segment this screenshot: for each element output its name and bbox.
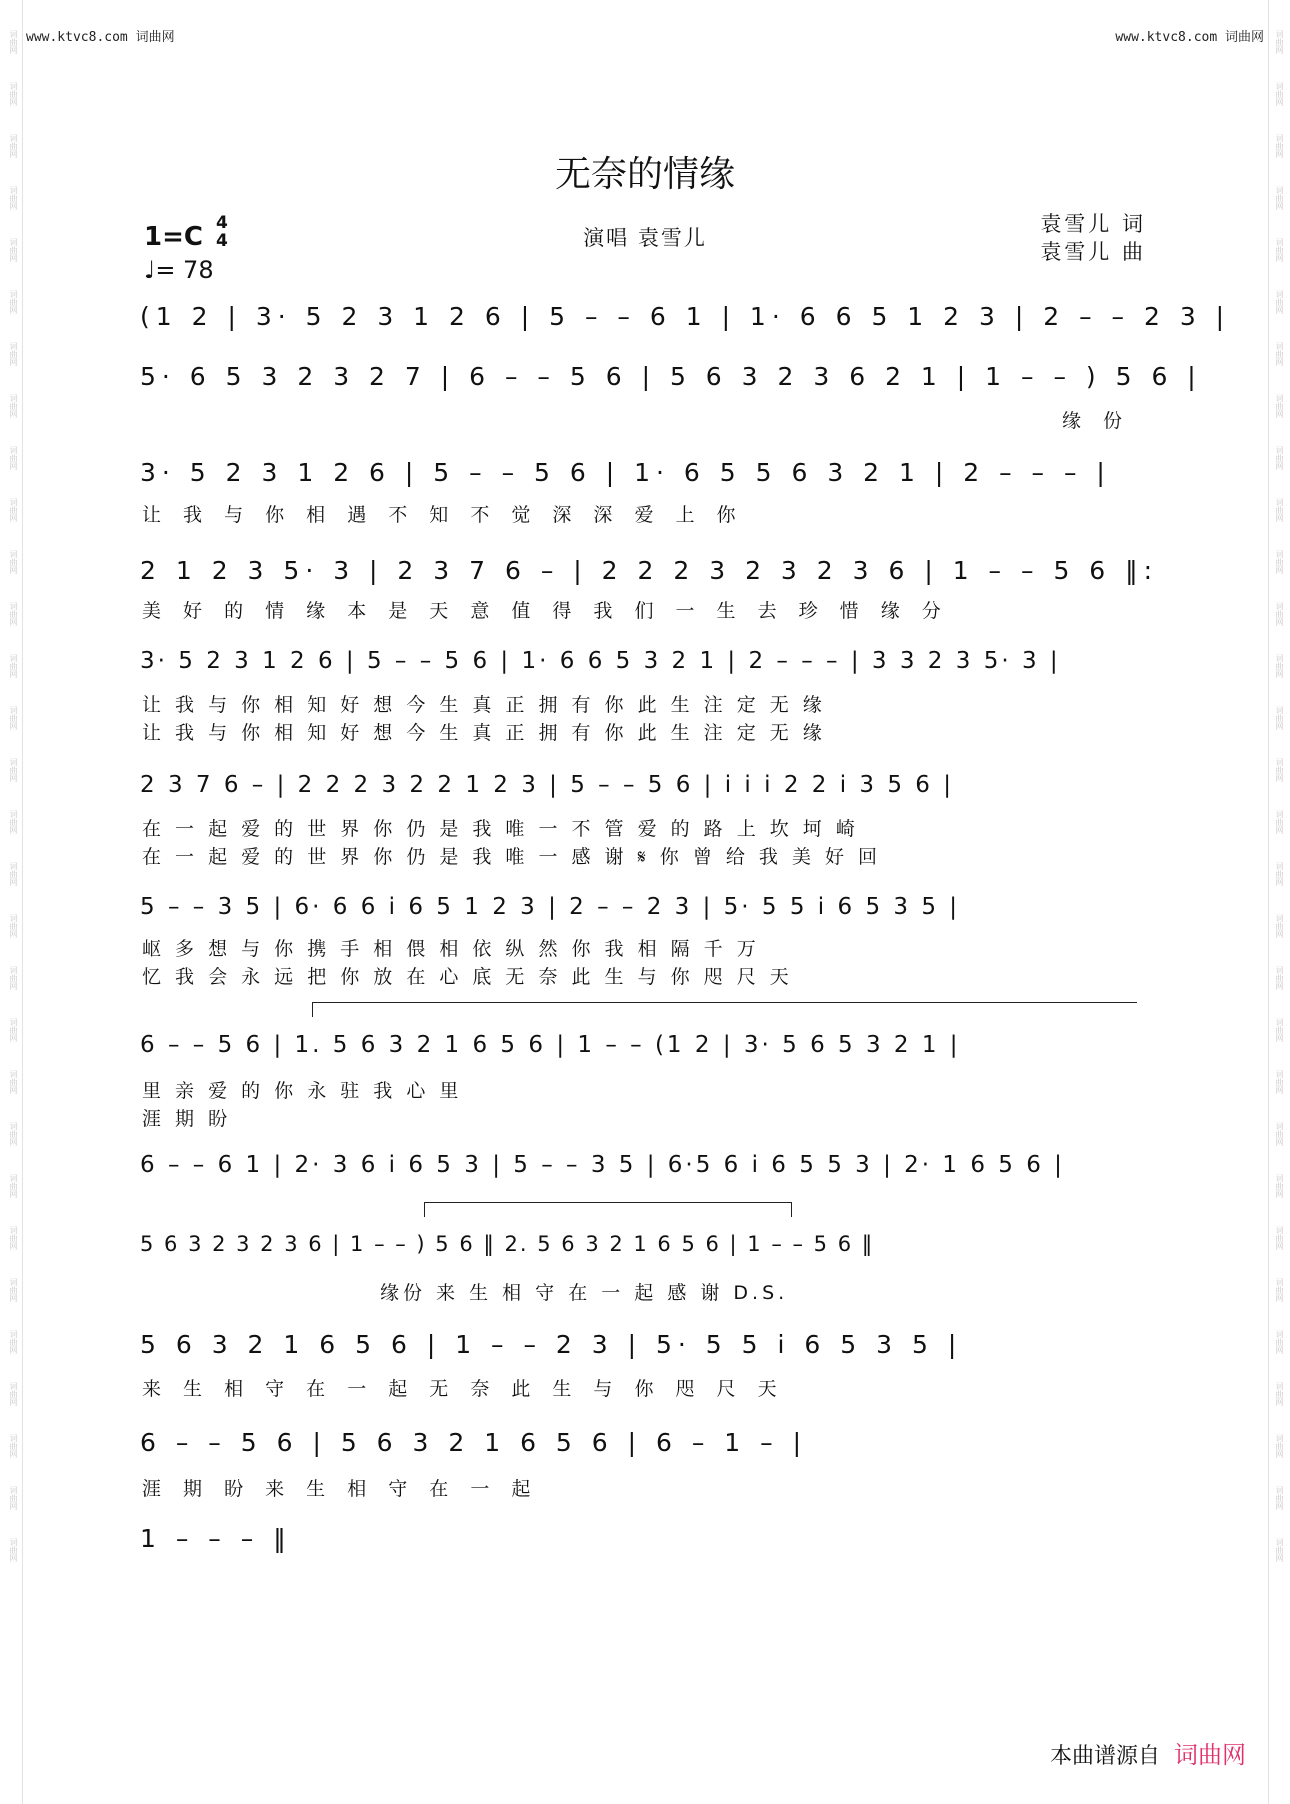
- first-ending-bracket: [312, 1002, 1137, 1017]
- composer-credit: 袁雪儿 曲: [1040, 240, 1146, 264]
- lyric-line: 让 我 与 你 相 知 好 想 今 生 真 正 拥 有 你 此 生 注 定 无 缘: [142, 694, 826, 716]
- notation-line: 3· 5 2 3 1 2 6 | 5 – – 5 6 | 1· 6 6 5 3 2 1 | 2 – – – | 3 3 2 3 5· 3 |: [140, 648, 1061, 674]
- side-watermark: 词曲网: [1275, 290, 1284, 314]
- key-signature: 1=C: [144, 222, 203, 252]
- side-watermark: 词曲网: [9, 1382, 18, 1406]
- footer-source-text: 本曲谱源自: [1049, 1744, 1160, 1769]
- notation-line: 6 – – 5 6 | 5 6 3 2 1 6 5 6 | 6 – 1 – |: [140, 1428, 808, 1457]
- lyric-line: 忆 我 会 永 远 把 你 放 在 心 底 无 奈 此 生 与 你 咫 尺 天: [142, 966, 793, 988]
- side-watermark: 词曲网: [1275, 1486, 1284, 1510]
- notation-line: 2 1 2 3 5· 3 | 2 3 7 6 – | 2 2 2 3 2 3 2 3 6 | 1 – – 5 6 ‖:: [140, 556, 1159, 585]
- tempo-marking: ♩= 78: [144, 256, 214, 284]
- notation-line: 5 – – 3 5 | 6· 6 6 i 6 5 1 2 3 | 2 – – 2 3 | 5· 5 5 i 6 5 3 5 |: [140, 894, 961, 920]
- side-watermark: 词曲网: [1275, 1538, 1284, 1562]
- lyric-line: 在 一 起 爱 的 世 界 你 仍 是 我 唯 一 感 谢 𝄋 你 曾 给 我 美 好 回: [142, 846, 882, 868]
- side-watermark: 词曲网: [1275, 810, 1284, 834]
- side-watermark: 词曲网: [9, 498, 18, 522]
- side-watermark: 词曲网: [1275, 1122, 1284, 1146]
- side-watermark: 词曲网: [9, 30, 18, 54]
- notation-line: 3· 5 2 3 1 2 6 | 5 – – 5 6 | 1· 6 5 5 6 3 2 1 | 2 – – – |: [140, 458, 1111, 487]
- notation-line: 6 – – 6 1 | 2· 3 6 i 6 5 3 | 5 – – 3 5 | 6·5 6 i 6 5 5 3 | 2· 1 6 5 6 |: [140, 1152, 1065, 1178]
- lyric-line: 涯 期 盼: [142, 1108, 232, 1130]
- notation-line: (1 2 | 3· 5 2 3 1 2 6 | 5 – – 6 1 | 1· 6 6 5 1 2 3 | 2 – – 2 3 |: [140, 302, 1231, 331]
- song-title: 无奈的情缘: [554, 154, 735, 195]
- side-watermark: 词曲网: [9, 1018, 18, 1042]
- side-watermark: 词曲网: [1275, 1434, 1284, 1458]
- left-margin-line: [22, 0, 23, 1804]
- side-watermark: 词曲网: [9, 1330, 18, 1354]
- lyric-line: 让 我 与 你 相 知 好 想 今 生 真 正 拥 有 你 此 生 注 定 无 缘: [142, 722, 826, 744]
- notation-line: 6 – – 5 6 | 1. 5 6 3 2 1 6 5 6 | 1 – – (1 2 | 3· 5 6 5 3 2 1 |: [140, 1032, 961, 1058]
- footer-source: [1050, 1735, 1246, 1770]
- side-watermark: 词曲网: [1275, 342, 1284, 366]
- second-ending-bracket: [424, 1202, 792, 1217]
- lyric-line: 岖 多 想 与 你 携 手 相 偎 相 依 纵 然 你 我 相 隔 千 万: [142, 938, 760, 960]
- side-watermark: 词曲网: [1275, 706, 1284, 730]
- side-watermark: 词曲网: [9, 1434, 18, 1458]
- notation-line: 5 6 3 2 1 6 5 6 | 1 – – 2 3 | 5· 5 5 i 6 5 3 5 |: [140, 1330, 963, 1359]
- time-signature-bottom: 4: [216, 231, 228, 251]
- side-watermark: 词曲网: [1275, 654, 1284, 678]
- side-watermark: 词曲网: [9, 290, 18, 314]
- side-watermark: 词曲网: [1275, 1018, 1284, 1042]
- side-watermark: 词曲网: [9, 654, 18, 678]
- site-url-right: www.ktvc8.com 词曲网: [1115, 30, 1264, 45]
- side-watermark: 词曲网: [9, 134, 18, 158]
- side-watermark: 词曲网: [1275, 1226, 1284, 1250]
- lyric-line: 涯 期 盼 来 生 相 守 在 一 起: [142, 1478, 539, 1500]
- side-watermark: 词曲网: [9, 394, 18, 418]
- side-watermark: 词曲网: [9, 810, 18, 834]
- notation-line: 2 3 7 6 – | 2 2 2 3 2 2 1 2 3 | 5 – – 5 6 | i i i 2 2 i 3 5 6 |: [140, 772, 954, 798]
- side-watermark: 词曲网: [9, 238, 18, 262]
- side-watermark: 词曲网: [1275, 446, 1284, 470]
- side-watermark: 词曲网: [1275, 30, 1284, 54]
- time-signature-top: 4: [216, 213, 228, 233]
- side-watermark: 词曲网: [1275, 914, 1284, 938]
- side-watermark: 词曲网: [9, 1486, 18, 1510]
- lyric-line: 缘 份: [1061, 410, 1130, 432]
- side-watermark: 词曲网: [1275, 186, 1284, 210]
- side-watermark: 词曲网: [9, 758, 18, 782]
- right-watermark-strip: [1272, 30, 1284, 1562]
- side-watermark: 词曲网: [1275, 758, 1284, 782]
- side-watermark: 词曲网: [9, 966, 18, 990]
- lyric-line: 在 一 起 爱 的 世 界 你 仍 是 我 唯 一 不 管 爱 的 路 上 坎 坷 崎: [142, 818, 859, 840]
- side-watermark: 词曲网: [9, 1070, 18, 1094]
- notation-line: 5· 6 5 3 2 3 2 7 | 6 – – 5 6 | 5 6 3 2 3 6 2 1 | 1 – – ) 5 6 |: [140, 362, 1202, 391]
- side-watermark: 词曲网: [1275, 550, 1284, 574]
- side-watermark: 词曲网: [9, 82, 18, 106]
- notation-line: 1 – – – ‖: [140, 1524, 292, 1553]
- lyricist-credit: 袁雪儿 词: [1040, 212, 1146, 236]
- lyric-line: 让 我 与 你 相 遇 不 知 不 觉 深 深 爱 上 你: [142, 504, 744, 526]
- side-watermark: 词曲网: [1275, 238, 1284, 262]
- side-watermark: 词曲网: [1275, 498, 1284, 522]
- side-watermark: 词曲网: [9, 342, 18, 366]
- side-watermark: 词曲网: [9, 1278, 18, 1302]
- lyric-line: 里 亲 爱 的 你 永 驻 我 心 里: [142, 1080, 463, 1102]
- side-watermark: 词曲网: [9, 186, 18, 210]
- side-watermark: 词曲网: [9, 862, 18, 886]
- side-watermark: 词曲网: [9, 1226, 18, 1250]
- side-watermark: 词曲网: [1275, 966, 1284, 990]
- left-watermark-strip: [6, 30, 18, 1562]
- side-watermark: 词曲网: [1275, 1070, 1284, 1094]
- side-watermark: 词曲网: [1275, 1278, 1284, 1302]
- side-watermark: 词曲网: [9, 1538, 18, 1562]
- side-watermark: 词曲网: [9, 1122, 18, 1146]
- footer-brand-link[interactable]: 词曲网: [1174, 1741, 1246, 1769]
- singer-credit: 演唱 袁雪儿: [583, 226, 707, 250]
- side-watermark: 词曲网: [1275, 862, 1284, 886]
- site-url-left: www.ktvc8.com 词曲网: [26, 30, 175, 45]
- side-watermark: 词曲网: [1275, 1382, 1284, 1406]
- side-watermark: 词曲网: [1275, 134, 1284, 158]
- side-watermark: 词曲网: [1275, 1330, 1284, 1354]
- notation-line: 5 6 3 2 3 2 3 6 | 1 – – ) 5 6 ‖ 2. 5 6 3 2 1 6 5 6 | 1 – – 5 6 ‖: [140, 1232, 875, 1256]
- lyric-line: 美 好 的 情 缘 本 是 天 意 值 得 我 们 一 生 去 珍 惜 缘 分: [142, 600, 949, 622]
- side-watermark: 词曲网: [9, 602, 18, 626]
- side-watermark: 词曲网: [9, 1174, 18, 1198]
- side-watermark: 词曲网: [1275, 1174, 1284, 1198]
- side-watermark: 词曲网: [9, 914, 18, 938]
- side-watermark: 词曲网: [9, 446, 18, 470]
- side-watermark: 词曲网: [9, 550, 18, 574]
- side-watermark: 词曲网: [1275, 394, 1284, 418]
- side-watermark: 词曲网: [1275, 602, 1284, 626]
- author-credits: [1040, 210, 1146, 266]
- lyric-line: 缘份 来 生 相 守 在 一 起 感 谢 D.S.: [380, 1282, 789, 1304]
- right-margin-line: [1268, 0, 1269, 1804]
- side-watermark: 词曲网: [9, 706, 18, 730]
- lyric-line: 来 生 相 守 在 一 起 无 奈 此 生 与 你 咫 尺 天: [142, 1378, 785, 1400]
- side-watermark: 词曲网: [1275, 82, 1284, 106]
